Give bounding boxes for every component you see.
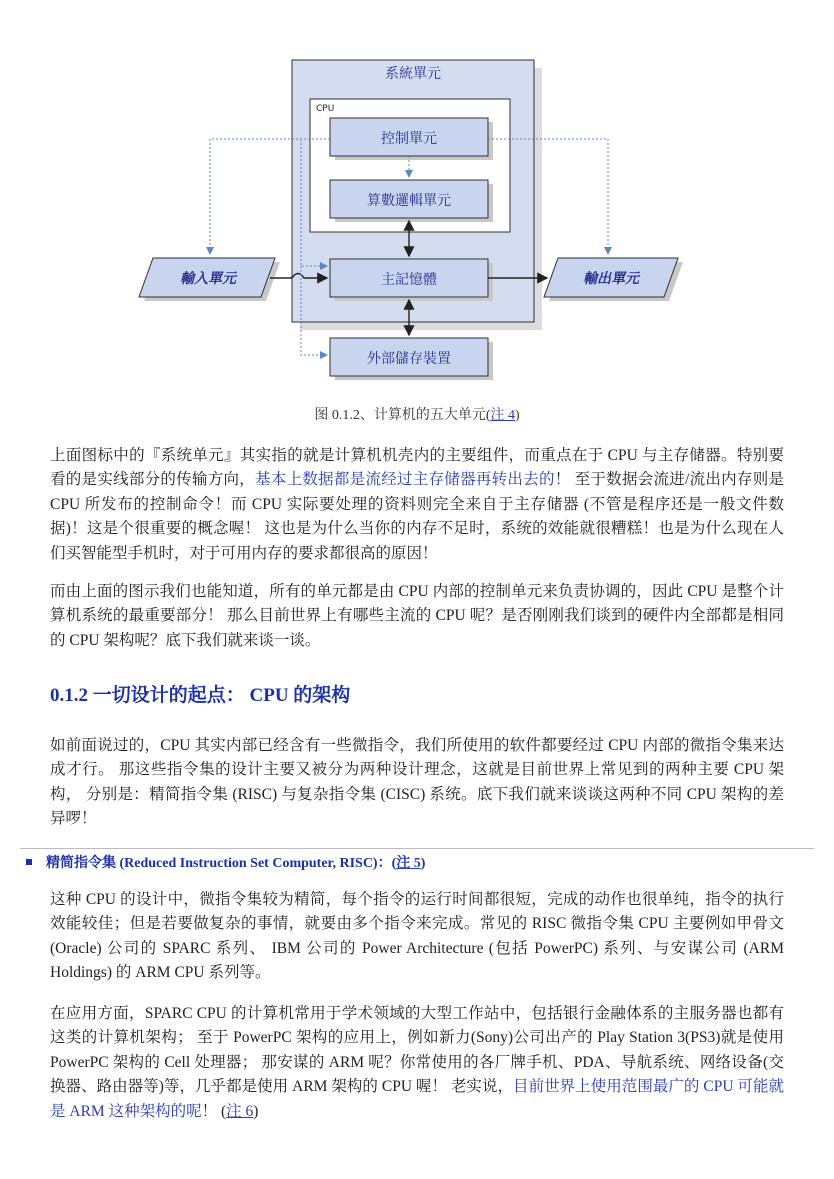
para5-text-c: ！ ( [201,1102,227,1120]
paragraph-3: 如前面说过的，CPU 其实内部已经含有一些微指令，我们所使用的软件都要经过 CPU 内部的微指令集来达成才行。 那这些指令集的设计主要又被分为两种设计理念，这就是目前世界上常见到的两种主要 CPU 架构， 分别是：精简指令集 (RISC) 与复杂指令集 (CISC) 系统。底下我们就来谈谈这两种不同 CPU 架构的差异啰！ [50,737,784,828]
alu-label: 算數邏輯單元 [367,193,451,209]
external-storage-label: 外部儲存裝置 [367,351,451,367]
para1-text-a: 上面图标中的『系统单元』其实指的就是计算机机壳内的主要组件，而重点在于 CPU 与主存储器。特别要看的是实线部分的传输方向， [50,447,784,489]
para5-highlight: 目前世界上使用范围最广的 CPU 可能就是 ARM 这种架构的呢 [50,1078,784,1120]
system-unit-label: 系統單元 [385,66,441,82]
output-unit-label: 輸出單元 [583,271,639,287]
main-memory-label: 主記憶體 [381,272,437,288]
paragraph-4: 这种 CPU 的设计中，微指令集较为精简，每个指令的运行时间都很短，完成的动作也很单纯，指令的执行效能较佳；但是若要做复杂的事情，就要由多个指令来完成。常见的 RISC 微指令集 CPU 主要例如甲骨文 (Oracle) 公司的 SPARC 系列、 IBM 公司的 Power Architecture (包括 PowerPC) 系列、与安谋公司 (ARM Holdings) 的 ARM CPU 系列等。 [50,891,784,982]
cpu-label: CPU [316,104,335,114]
para5-note-link[interactable]: 注 6 [226,1102,254,1120]
five-units-diagram [120,55,720,400]
para5-text-a: 在应用方面，SPARC CPU 的计算机常用于学术领域的大型工作站中，包括银行金融体系的主服务器也都有这类的计算机架构； 至于 PowerPC 架构的应用上，例如新力(Sony)公司出产的 Play Station 3(PS3)就是使用 PowerPC 架构的 Cell 处理器； 那安谋的 ARM 呢？你常使用的各厂牌手机、PDA、导航系统、网络设备(交换器、路由器等)等，几乎都是使用 ARM 架构的 CPU 喔！ 老实说， [50,1005,784,1096]
section-heading: 0.1.2 一切设计的起点： CPU 的架构 [50,685,351,706]
para1-highlight: 基本上数据都是流经过主存储器再转出去的 [255,471,555,489]
bullet-close: ) [420,856,426,871]
caption-text: 图 0.1.2、计算机的五大单元( [314,408,491,423]
paragraph-2: 而由上面的图示我们也能知道，所有的单元都是由 CPU 内部的控制单元来负责协调的，因此 CPU 是整个计算机系统的最重要部分！ 那么目前世界上有哪些主流的 CPU 呢？是否刚刚我们谈到的硬件内全部都是相同的 CPU 架构呢？底下我们就来谈一谈。 [50,583,784,649]
figure-caption [0,404,834,424]
paragraph-1 [50,444,784,566]
input-unit-label: 輸入單元 [180,271,236,287]
bullet-note-link[interactable]: 注 5 [396,856,421,871]
section-divider [20,848,814,849]
para5-close: ) [253,1102,259,1120]
paragraph-5 [50,1002,784,1124]
caption-close: ) [515,408,520,423]
caption-note-link[interactable]: 注 4 [490,408,515,423]
bullet-text: 精简指令集 (Reduced Instruction Set Computer, RISC)：( [46,856,397,871]
bullet-square-icon [26,859,32,865]
control-unit-label: 控制單元 [381,131,437,147]
para1-text-c: ！ 至于数据会流进/流出内存则是 CPU 所发布的控制命令！而 CPU 实际要处理的资料则完全来自于主存储器 (不管是程序还是一般文件数据)！这是个很重要的概念喔！ 这也是为什么当你的内存不足时，系统的效能就很糟糕！也是为什么现在人们买智能型手机时，对于可用内存的要求都很高的原因！ [50,471,784,562]
risc-bullet [26,852,425,872]
